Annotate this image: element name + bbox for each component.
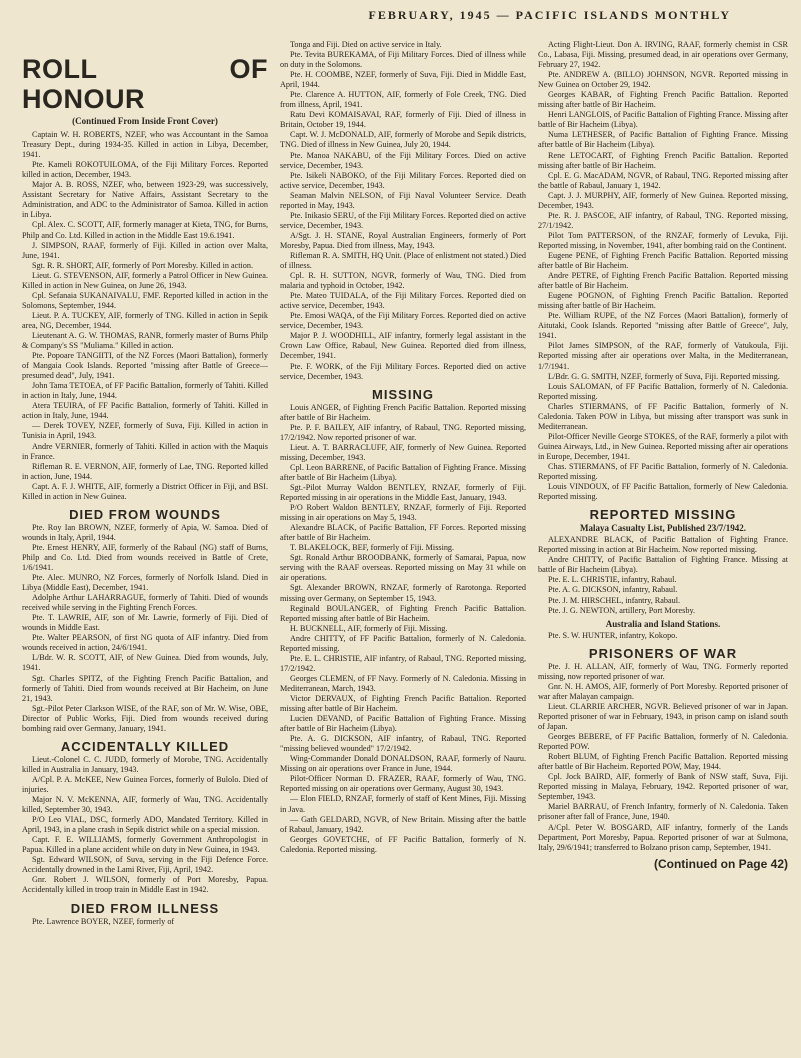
honour-entry: Louis SALOMAN, of FF Pacific Battalion, formerly of N. Caledonia. Reported missing. [538,381,788,401]
reported-entries [538,535,788,615]
honour-entry: Andre CHITTY, of Pacific Battalion of Fighting France. Missing at battle of Bir Hacheim (Libya). [538,555,788,575]
honour-entry: Georges BEBERE, of FF Pacific Battalion, formerly of N. Caledonia. Reported POW. [538,732,788,752]
honour-entry: Chas. STIERMANS, of FF Pacific Battalion, formerly of N. Caledonia. Reported missing. [538,461,788,482]
honour-entry: Cpl. Alex. C. SCOTT, AIF, formerly manager at Kieta, TNG, for Burns, Philp and Co. Ltd. Killed in action in the Middle East 19.6.1941. [22,220,268,240]
honour-entry: Tonga and Fiji. Died on active service in Italy. [290,40,442,49]
honour-entry: Pte. J. G. NEWTON, artillery, Port Moresby. [548,605,696,615]
section-heading-wounds: DIED FROM WOUNDS [69,506,221,522]
honour-entry: Rene LETOCART, of Fighting French Pacific Battalion. Reported missing after battle of Bir Hacheim. [538,150,788,170]
honour-entry: Mariel BARRAU, of French Infantry, formerly of N. Caledonia. Taken prisoner after fall of France, June, 1940. [538,802,788,822]
honour-entry: Pte. A. G. DICKSON, infantry, Rabaul. [548,585,678,595]
honour-entry: Capt. J. J. MURPHY, AIF, formerly of New Guinea. Reported missing, December, 1943. [538,190,788,210]
honour-entry: Numa LETHESER, of Pacific Battalion of Fighting France. Missing after battle of Bir Hacheim (Libya). [538,130,788,150]
honour-entry: Pte. A. G. DICKSON, AIF infantry, of Rabaul, TNG. Reported "missing believed wounded" 17/2/1942. [280,734,526,754]
honour-entry: Pte. ANDREW A. (BILLO) JOHNSON, NGVR. Reported missing in New Guinea on October 29, 1942. [538,70,788,90]
honour-entry: Pilot-Officer Neville George STOKES, of the RAF, formerly a pilot with Guinea Airways, Ltd., in New Guinea. Reported missing after air operations in Europe, December, 1941. [538,431,788,461]
honour-entry: Henri LANGLOIS, of Pacific Battalion of Fighting France. Missing after battle of Bir Hacheim (Libya). [538,110,788,130]
honour-entry: Sgt.-Pilot Peter Clarkson WISE, of the RAF, son of Mr. W. Wise, OBE, Director of Public Works, Fiji. Died from wounds received during bombing raid over Germany, January, 1941. [22,703,268,733]
honour-entry: Sgt.-Pilot Murray Waldon BENTLEY, RNZAF, formerly of Fiji. Reported missing in air operations in the Middle East, January, 1943. [280,483,526,503]
honour-entry: Georges KABAR, of Fighting French Pacific Battalion. Reported missing after battle of Bir Hacheim. [538,90,788,110]
honour-entry: Pte. Isikeli NABOKO, of the Fiji Military Forces. Reported died on active service, December, 1943. [280,170,526,190]
page-title: ROLL OF HONOUR [22,54,268,114]
honour-entry: Capt. W. J. McDONALD, AIF, formerly of Morobe and Sepik districts, TNG. Died of illness in New Guinea, July 20, 1944. [280,130,526,150]
section-heading-missing: MISSING [372,386,434,402]
honour-entry: Pte. E. L. CHRISTIE, AIF infantry, of Rabaul, TNG. Reported missing, 17/2/1942. [280,653,526,673]
honour-entry: Pte. Popoare TANGIITI, of the NZ Forces (Maori Battalion), formerly of Mangaia Cook Islands. Reported "missing after Battle of Greece—presumed dead", July, 1941. [22,351,268,381]
column-1 [22,40,268,1050]
section-heading-reported-missing: REPORTED MISSING [589,507,737,523]
missing-entries [280,403,526,855]
honour-entry: P/O Robert Waldon BENTLEY, RNZAF, formerly of Fiji. Reported missing in air operations on May 5, 1943. [280,503,526,523]
illness-entry: Pte. Lawrence BOYER, NZEF, formerly of [32,916,175,926]
column-3 [538,40,788,1050]
honour-entry: Gnr. Robert J. WILSON, formerly of Port Moresby, Papua. Accidentally killed in troop train in Middle East in 1942. [22,875,268,895]
honour-entry: Andre VERNIER, formerly of Tahiti. Killed in action with the Maquis in France. [22,441,268,461]
intro-entries [22,130,268,502]
honour-entry: Atera TEUIRA, of FF Pacific Battalion, formerly of Tahiti. Killed in action in Italy, June, 1944. [22,401,268,421]
honour-entry: Robert BLUM, of Fighting French Pacific Battalion. Reported missing after battle of Bir Hacheim. Reported POW, May, 1944. [538,752,788,772]
honour-entry: L/Bdr. W. R. SCOTT, AIF, of New Guinea. Died from wounds, July, 1941. [22,653,268,673]
honour-entry: Georges GOVETCHE, of FF Pacific Battalion, formerly of N. Caledonia. Reported missing. [280,834,526,854]
honour-entry: Major P. J. WOODHILL, AIF infantry, formerly legal assistant in the Crown Law Office, Rabaul, New Guinea. Reported died from illness, December, 1941. [280,331,526,361]
honour-entry: Pte. H. COOMBE, NZEF, formerly of Suva, Fiji. Died in Middle East, April, 1944. [280,70,526,90]
honour-entry: Pte. S. W. HUNTER, infantry, Kokopo. [548,630,678,640]
honour-entry: Pte. Kameli ROKOTUILOMA, of the Fiji Military Forces. Reported killed in action, December, 1943. [22,160,268,180]
section-heading-pow: PRISONERS OF WAR [588,645,738,661]
honour-entry: Adolphe Arthur LAHARRAGUE, formerly of Tahiti. Died of wounds received while serving in the Fighting French Forces. [22,593,268,613]
honour-entry: Cpl. E. G. MacADAM, NGVR, of Rabaul, TNG. Reported missing after the battle of Rabaul, January 1, 1942. [538,170,788,190]
honour-entry: Pilot-Officer Norman D. FRAZER, RAAF, formerly of Wau, TNG. Reported missing on air operations over Germany, August 30, 1943. [280,774,526,794]
honour-entry: ALEXANDRE BLACK, of Pacific Battalion of Fighting France. Reported missing in action at Bir Hacheim. Now reported missing. [538,535,788,555]
honour-entry: Charles STIERMANS, of FF Pacific Battalion, formerly of N. Caledonia. Taken POW in Libya, but missing after transport was sunk in Mediterranean. [538,401,788,431]
honour-entry: Andre CHITTY, of FF Pacific Battalion, formerly of N. Caledonia. Reported missing. [280,633,526,653]
honour-entry: Louis ANGER, of Fighting French Pacific Battalion. Reported missing after battle of Bir Hacheim. [280,402,526,422]
honour-entry: Sgt. Edward WILSON, of Suva, serving in the Fiji Defence Force. Accidentally drowned in the Lami River, Fiji, April, 1942. [22,855,268,875]
honour-entry: Rifleman R. A. SMITH, HQ Unit. (Place of enlistment not stated.) Died of illness. [280,250,526,271]
honour-entry: Andre PETRE, of Fighting French Pacific Battalion. Reported missing after battle of Bir Hacheim. [538,271,788,291]
honour-entry: Cpl. R. H. SUTTON, NGVR, formerly of Wau, TNG. Died from malaria and typhoid in October, 1942. [280,271,526,291]
honour-entry: Pte. P. F. BAILEY, AIF infantry, of Rabaul, TNG. Reported missing, 17/2/1942. Now reported prisoner of war. [280,422,526,442]
honour-entry: Pte. Inikasio SERU, of the Fiji Military Forces. Reported died on active service, December, 1943. [280,210,526,230]
honour-entry: Major A. B. ROSS, NZEF, who, between 1923-29, was successively, Assistant Secretary for Native Affairs, Assistant Secretary to the Administration, and ADC to the Administrator of Samoa. Killed in action in Libya. [22,180,268,220]
honour-entry: Pte. Mateo TUIDALA, of the Fiji Military Forces. Reported died on active service, December, 1943. [280,291,526,311]
honour-entry: Pte. William RUPE, of the NZ Forces (Maori Battalion), formerly of Aitutaki, Cook Islands. Reported "missing after Battle of Greece", July, 1941. [538,311,788,341]
honour-entry: Pte. Roy Ian BROWN, NZEF, formerly of Apia, W. Samoa. Died of wounds in Italy, April, 1944. [22,522,268,542]
continued-note: (Continued on Page 42) [653,856,788,871]
honour-entry: Pte. J. M. HIRSCHEL, infantry, Rabaul. [548,595,681,605]
reported-entries-2 [538,631,788,641]
honour-entry: Pte. Manoa NAKABU, of the Fiji Military Forces. Died on active service, December, 1943. [280,150,526,170]
page-subtitle: (Continued From Inside Front Cover) [72,116,218,126]
honour-entry: Pilot James SIMPSON, of the RAF, formerly of Vatukoula, Fiji. Reported missing after air operations over Malta, in the Mediterranean, 1/7/1941. [538,341,788,371]
honour-entry: Sgt. R. R. SHORT, AIF, formerly of Port Moresby. Killed in action. [32,260,254,270]
honour-entry: H. BUCKNELL, AIF, formerly of Fiji. Missing. [290,623,448,633]
honour-entry: Georges CLEMEN, of FF Navy. Formerly of N. Caledonia. Missing in Mediterranean, March, 1943. [280,673,526,693]
honour-entry: J. SIMPSON, RAAF, formerly of Fiji. Killed in action over Malta, June, 1941. [22,240,268,260]
column-2 [280,40,526,1050]
accident-entries [22,755,268,896]
honour-entry: Pte. Alec. MUNRO, NZ Forces, formerly of Norfolk Island. Died in Libya (Middle East), December, 1941. [22,573,268,593]
honour-entry: Captain W. H. ROBERTS, NZEF, who was Accountant in the Samoa Treasury Dept., during 1934-35. Killed in action in Libya, December, 1941. [22,130,268,160]
honour-entry: Gnr. N. H. AMOS, AIF, formerly of Port Moresby. Reported prisoner of war after Malayan campaign. [538,681,788,701]
honour-entry: Pte. Ernest HENRY, AIF, formerly of the Rabaul (NG) staff of Burns, Philp and Co. Ltd. Died from wounds received in Battle of Crete, 1/6/1941. [22,542,268,573]
reported-subheading-2: Australia and Island Stations. [605,618,721,629]
honour-entry: Lieut. A. T. BARRACLUFF, AIF, formerly of New Guinea. Reported missing, December, 1943. [280,442,526,462]
honour-entry: Sgt. Alexander BROWN, RNZAF, formerly of Rarotonga. Reported missing over Germany, on September 15, 1943. [280,583,526,603]
honour-entry: — Elon FIELD, RNZAF, formerly of staff of Kent Mines, Fiji. Missing in Java. [280,794,526,814]
honour-entry: Eugene POGNON, of Fighting French Pacific Battalion. Reported missing after battle of Bir Hacheim. [538,291,788,311]
honour-entry: Rifleman R. E. VERNON, AIF, formerly of Lae, TNG. Reported killed in action, June, 1944. [22,461,268,481]
honour-entry: Pte. Walter PEARSON, of first NG quota of AIF infantry. Died from wounds received in action, 24/6/1941. [22,633,268,653]
section-heading-accident: ACCIDENTALLY KILLED [60,738,230,754]
honour-entry: Pte. E. L. CHRISTIE, infantry, Rabaul. [548,575,677,585]
honour-entry: Eugene PENE, of Fighting French Pacific Battalion. Reported missing after battle of Bir Hacheim. [538,250,788,271]
honour-entry: — Gath GELDARD, NGVR, of New Britain. Missing after the battle of Rabaul, January, 1942. [280,814,526,834]
honour-entry: Pilot Tom PATTERSON, of the RNZAF, formerly of Levuka, Fiji. Reported missing, in November, 1941, after bombing raid on the Continent. [538,230,788,250]
honour-entry: Cpl. Leon BARRENE, of Pacific Battalion of Fighting France. Missing after battle of Bir Hacheim (Libya). [280,462,526,482]
running-head: FEBRUARY, 1945 — PACIFIC ISLANDS MONTHLY [368,8,731,22]
missing-continued-entries [538,40,788,502]
honour-entry: Louis VINDOUX, of FF Pacific Battalion, formerly of New Caledonia. Reported missing. [538,482,788,502]
honour-entry: Pte. Tevita BUREKAMA, of Fiji Military Forces. Died of illness while on duty in the Solomons. [280,50,526,70]
honour-entry: Lucien DEVAND, of Pacific Battalion of Fighting France. Missing after battle of Bir Hacheim (Libya). [280,714,526,734]
honour-entry: Lieut.-Colonel C. C. JUDD, formerly of Morobe, TNG. Accidentally killed in Australia in January, 1943. [22,754,268,774]
honour-entry: Pte. F. WORK, of the Fiji Military Forces. Reported died on active service, December, 1943. [280,361,526,381]
honour-entry: Sgt. Ronald Arthur BROODBANK, formerly of Samarai, Papua, now serving with the RAAF overseas. Reported missing on May 31 while on air operations. [280,553,526,583]
wounds-entries [22,523,268,734]
honour-entry: Lieut. P. A. TUCKEY, AIF, formerly of TNG. Killed in action in Sepik area, NG, December, 1944. [22,310,268,330]
honour-entry: Pte. Emosi WAQA, of the Fiji Military Forces. Reported died on active service, December, 1943. [280,311,526,331]
honour-entry: Cpl. Jock BAIRD, AIF, formerly of Bank of NSW staff, Suva, Fiji. Reported missing in Malaya, February, 1942. Reported prisoner of war, September, 1943. [538,772,788,802]
honour-entry: Victor DERVAUX, of Fighting French Pacific Battalion. Reported missing after battle of Bir Hacheim. [280,694,526,714]
honour-entry: Capt. F. E. WILLIAMS, formerly Government Anthropologist in Papua. Killed in a plane accident while on duty in New Guinea, in 1943. [22,835,268,855]
illness-continued-entries [280,40,526,382]
pow-entries [538,662,788,853]
honour-entry: T. BLAKELOCK, BEF, formerly of Fiji. Missing. [290,543,455,553]
honour-entry: Sgt. Charles SPITZ, of the Fighting French Pacific Battalion, and formerly of Tahiti. Died from wounds received at Bir Hacheim, on June 21, 1943. [22,673,268,703]
honour-entry: Lieut. CLARRIE ARCHER, NGVR. Believed prisoner of war in Japan. Reported prisoner of war in February, 1943, in prison camp on island south of Japan. [538,701,788,732]
honour-entry: L/Bdr. G. G. SMITH, NZEF, formerly of Suva, Fiji. Reported missing. [548,371,780,381]
honour-entry: Alexandre BLACK, of Pacific Battalion, FF Forces. Reported missing after battle of Bir Hacheim. [280,523,526,543]
honour-entry: Pte. R. J. PASCOE, AIF infantry, of Rabaul, TNG. Reported missing, 27/1/1942. [538,210,788,230]
reported-subheading: Malaya Casualty List, Published 23/7/1942. [579,523,747,534]
honour-entry: P/O Leo VIAL, DSC, formerly ADO, Mandated Territory. Killed in April, 1943, in a plane crash in Sepik district while on a special mission. [22,815,268,835]
honour-entry: A/Cpl. P. A. McKEE, New Guinea Forces, formerly of Bulolo. Died of injuries. [22,774,268,794]
honour-entry: Ratu Devi KOMAISAVAI, RAF, formerly of Fiji. Died of illness in Britain, October 19, 1944. [280,110,526,130]
section-heading-illness: DIED FROM ILLNESS [70,900,220,916]
honour-entry: Pte. Clarence A. HUTTON, AIF, formerly of Fole Creek, TNG. Died from illness, April, 1941. [280,90,526,110]
honour-entry: Pte. T. LAWRIE, AIF, son of Mr. Lawrie, formerly of Fiji. Died of wounds in Middle East. [22,613,268,633]
honour-entry: Wing-Commander Donald DONALDSON, RAAF, formerly of Nauru. Missing on air operations over France in June, 1944. [280,754,526,774]
honour-entry: Cpl. Sefanaia SUKANAIVALU, FMF. Reported killed in action in the Solomons, September, 1944. [22,290,268,310]
honour-entry: Lieutenant A. G. W. THOMAS, RANR, formerly master of Burns Philp & Company's SS "Muliama." Killed in action. [22,330,268,351]
honour-entry: John Tama TETOEA, of FF Pacific Battalion, formerly of Tahiti. Killed in action in Italy, June, 1944. [22,381,268,401]
honour-entry: Lieut. G. STEVENSON, AIF, formerly a Patrol Officer in New Guinea. Killed in action in New Guinea, on June 26, 1943. [22,270,268,290]
honour-entry: Capt. A. F. J. WHITE, AIF, formerly a District Officer in Fiji, and BSI. Killed in action in New Guinea. [22,481,268,501]
honour-entry: Seaman Malvin NELSON, of Fiji Naval Volunteer Service. Death reported in May, 1943. [280,190,526,210]
honour-entry: Acting Flight-Lieut. Don A. IRVING, RAAF, formerly chemist in CSR Co., Labasa, Fiji. Missing, presumed dead, in air operations over Germany, February 27, 1942. [538,40,788,70]
honour-entry: — Derek TOVEY, NZEF, formerly of Suva, Fiji. Killed in action in Tunisia in April, 1943. [22,421,268,441]
honour-entry: Reginald BOULANGER, of Fighting French Pacific Battalion. Reported missing after battle of Bir Hacheim. [280,603,526,623]
honour-entry: A/Cpl. Peter W. BOSGARD, AIF infantry, formerly of the Lands Department, Port Moresby, Papua. Reported prisoner of war at Sulmona, Italy, 29/6/1941; transferred to Bolzano prison camp, September, 1941. [538,822,788,852]
honour-entry: Pte. J. H. ALLAN, AIF, formerly of Wau, TNG. Formerly reported missing, now reported prisoner of war. [538,661,788,681]
honour-entry: Major N. V. McKENNA, AIF, formerly of Wau, TNG. Accidentally killed, September 30, 1943. [22,795,268,815]
honour-entry: A/Sgt. J. H. STANE, Royal Australian Engineers, formerly of Port Moresby, Papua. Died from illness, May, 1943. [280,230,526,250]
